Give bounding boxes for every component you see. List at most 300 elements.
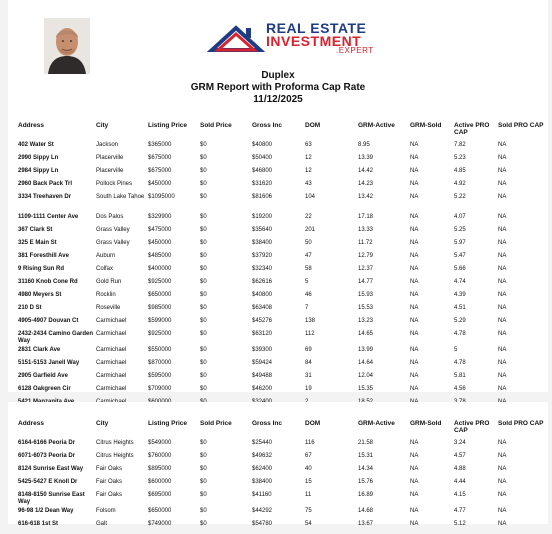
city-cell: Pollock Pines (96, 181, 133, 187)
grm-active-cell: 14.23 (358, 181, 374, 187)
grm-sold-cell: NA (410, 521, 419, 527)
grm-table-page-1 (18, 122, 546, 425)
grm-active-cell: 13.33 (358, 227, 374, 233)
sold-pro-cap-cell: NA (498, 440, 507, 446)
gross-income-cell: $39300 (252, 347, 273, 353)
table-row (18, 331, 546, 347)
grm-sold-cell: NA (410, 155, 419, 161)
gross-income-cell: $41160 (252, 492, 272, 498)
dom-cell: 58 (305, 266, 312, 272)
logo-text-line3: .EXPERT (336, 46, 374, 55)
active-pro-cap-cell: 5.12 (454, 521, 466, 527)
listing-price-cell: $925000 (148, 331, 172, 337)
table-row (18, 508, 546, 521)
gross-income-cell: $35640 (252, 227, 273, 233)
grm-sold-cell: NA (410, 168, 419, 174)
listing-price-cell: $400000 (148, 266, 172, 272)
sold-pro-cap-cell: NA (498, 240, 507, 246)
grm-sold-cell: NA (410, 440, 419, 446)
city-cell: Gold Run (96, 279, 122, 285)
grm-active-cell: 16.89 (358, 492, 374, 498)
sold-price-cell: $0 (200, 360, 207, 366)
grm-active-cell: 12.37 (358, 266, 374, 272)
column-header: GRM-Active (358, 122, 395, 129)
logo-text-line1: REAL ESTATE (266, 20, 367, 36)
gross-income-cell: $32340 (252, 266, 273, 272)
table-row (18, 318, 546, 331)
sold-pro-cap-cell: NA (498, 227, 507, 233)
sold-price-cell: $0 (200, 168, 207, 174)
grm-sold-cell: NA (410, 508, 419, 514)
active-pro-cap-cell: 4.78 (454, 360, 466, 366)
city-cell: Carmichael (96, 331, 127, 337)
grm-active-cell: 13.99 (358, 347, 374, 353)
dom-cell: 40 (305, 466, 312, 472)
listing-price-cell: $695000 (148, 492, 172, 498)
table-row (18, 181, 546, 194)
grm-active-cell: 14.65 (358, 331, 374, 337)
agent-photo (44, 18, 90, 74)
dom-cell: 46 (305, 292, 312, 298)
column-header: Address (18, 122, 45, 129)
listing-price-cell: $709000 (148, 386, 172, 392)
gross-income-cell: $46200 (252, 386, 273, 392)
address-cell: 210 D St (18, 305, 42, 311)
city-cell: Carmichael (96, 386, 127, 392)
column-header: Address (18, 420, 45, 427)
sold-price-cell: $0 (200, 155, 207, 161)
gross-income-cell: $44292 (252, 508, 273, 514)
grm-active-cell: 14.64 (358, 360, 374, 366)
dom-cell: 47 (305, 253, 312, 259)
grm-active-cell: 17.18 (358, 214, 374, 220)
grm-active-cell: 14.77 (358, 279, 374, 285)
gross-income-cell: $62616 (252, 279, 273, 285)
address-cell: 2831 Clark Ave (18, 347, 61, 353)
column-header: GRM-Sold (410, 122, 442, 129)
address-cell: 325 E Main St (18, 240, 57, 246)
active-pro-cap-cell: 5.66 (454, 266, 466, 272)
report-page-2 (8, 402, 548, 527)
grm-active-cell: 21.58 (358, 440, 374, 446)
gross-income-cell: $37920 (252, 253, 273, 259)
listing-price-cell: $895000 (148, 466, 172, 472)
address-cell: 402 Water St (18, 142, 54, 148)
gross-income-cell: $38400 (252, 240, 273, 246)
grm-sold-cell: NA (410, 373, 419, 379)
sold-price-cell: $0 (200, 305, 207, 311)
listing-price-cell: $675000 (148, 168, 172, 174)
dom-cell: 75 (305, 508, 312, 514)
column-header: Sold PRO CAP (498, 420, 544, 427)
column-header: Gross Inc (252, 122, 282, 129)
address-cell: 2960 Back Pack Trl (18, 181, 73, 187)
address-cell: 8124 Sunrise East Way (18, 466, 84, 472)
sold-pro-cap-cell: NA (498, 479, 507, 485)
listing-price-cell: $599000 (148, 318, 172, 324)
gross-income-cell: $50400 (252, 155, 273, 161)
listing-price-cell: $485000 (148, 253, 172, 259)
grm-sold-cell: NA (410, 453, 419, 459)
table-row (18, 492, 546, 508)
sold-pro-cap-cell: NA (498, 305, 507, 311)
city-cell: Grass Valley (96, 240, 130, 246)
grm-sold-cell: NA (410, 253, 419, 259)
table-row (18, 440, 546, 453)
address-cell: 2990 Sippy Ln (18, 155, 59, 161)
sold-pro-cap-cell: NA (498, 331, 507, 337)
gross-income-cell: $40800 (252, 142, 273, 148)
sold-price-cell: $0 (200, 466, 207, 472)
sold-price-cell: $0 (200, 318, 207, 324)
active-pro-cap-cell: 5.23 (454, 155, 466, 161)
city-cell: Dos Palos (96, 214, 124, 220)
sold-price-cell: $0 (200, 479, 207, 485)
table-row (18, 292, 546, 305)
address-cell: 6164-6166 Peoria Dr (18, 440, 76, 446)
sold-price-cell: $0 (200, 347, 207, 353)
sold-price-cell: $0 (200, 227, 207, 233)
grm-active-cell: 14.34 (358, 466, 374, 472)
city-cell: Rocklin (96, 292, 116, 298)
grm-sold-cell: NA (410, 479, 419, 485)
grm-sold-cell: NA (410, 318, 419, 324)
grm-active-cell: 15.93 (358, 292, 374, 298)
dom-cell: 19 (305, 386, 312, 392)
dom-cell: 11 (305, 492, 312, 498)
company-logo (208, 20, 408, 56)
grm-sold-cell: NA (410, 194, 419, 200)
sold-pro-cap-cell: NA (498, 373, 507, 379)
property-type: Duplex (261, 70, 295, 81)
dom-cell: 5 (305, 279, 309, 285)
city-cell: Placerville (96, 168, 124, 174)
city-cell: Grass Valley (96, 227, 130, 233)
grm-sold-cell: NA (410, 466, 419, 472)
dom-cell: 84 (305, 360, 312, 366)
sold-price-cell: $0 (200, 508, 207, 514)
sold-pro-cap-cell: NA (498, 279, 507, 285)
active-pro-cap-cell: 5.97 (454, 240, 466, 246)
dom-cell: 104 (305, 194, 316, 200)
grm-sold-cell: NA (410, 386, 419, 392)
active-pro-cap-cell: 5.25 (454, 227, 466, 233)
active-pro-cap-cell: 5 (454, 347, 458, 353)
listing-price-cell: $870000 (148, 360, 172, 366)
sold-pro-cap-cell: NA (498, 292, 507, 298)
table-row (18, 227, 546, 240)
sold-pro-cap-cell: NA (498, 194, 507, 200)
sold-pro-cap-cell: NA (498, 453, 507, 459)
sold-pro-cap-cell: NA (498, 521, 507, 527)
table-row (18, 373, 546, 386)
gross-income-cell: $40800 (252, 292, 273, 298)
dom-cell: 12 (305, 168, 312, 174)
address-cell: 3334 Treehaven Dr (18, 194, 72, 200)
grm-active-cell: 13.67 (358, 521, 374, 527)
address-cell: 4980 Meyers St (18, 292, 62, 298)
table-row (18, 386, 546, 399)
listing-price-cell: $650000 (148, 508, 172, 514)
sold-pro-cap-cell: NA (498, 253, 507, 259)
column-header: Active PRO CAP (454, 122, 490, 136)
city-cell: Roseville (96, 305, 121, 311)
listing-price-cell: $749000 (148, 521, 172, 527)
sold-price-cell: $0 (200, 373, 207, 379)
gross-income-cell: $49632 (252, 453, 273, 459)
sold-price-cell: $0 (200, 194, 207, 200)
grm-active-cell: 8.95 (358, 142, 370, 148)
column-header: Gross Inc (252, 420, 282, 427)
dom-cell: 201 (305, 227, 316, 233)
table-row (18, 360, 546, 373)
city-cell: Citrus Heights (96, 453, 134, 459)
sold-price-cell: $0 (200, 142, 207, 148)
city-cell: Fair Oaks (96, 466, 123, 472)
table-row (18, 253, 546, 266)
grm-active-cell: 11.72 (358, 240, 373, 246)
table-row (18, 210, 546, 227)
city-cell: Carmichael (96, 360, 127, 366)
sold-pro-cap-cell: NA (498, 181, 507, 187)
column-header: Listing Price (148, 122, 188, 129)
grm-sold-cell: NA (410, 305, 419, 311)
active-pro-cap-cell: 7.82 (454, 142, 466, 148)
gross-income-cell: $49488 (252, 373, 273, 379)
column-header: Sold Price (200, 122, 232, 129)
report-date: 11/12/2025 (253, 94, 303, 105)
table-row (18, 347, 546, 360)
column-header: DOM (305, 420, 321, 427)
gross-income-cell: $63120 (252, 331, 273, 337)
listing-price-cell: $329900 (148, 214, 172, 220)
sold-pro-cap-cell: NA (498, 266, 507, 272)
active-pro-cap-cell: 4.74 (454, 279, 466, 285)
address-cell: 4905-4907 Douvan Ct (18, 318, 79, 324)
table-row (18, 453, 546, 466)
grm-active-cell: 14.68 (358, 508, 374, 514)
address-cell: 31160 Knob Cone Rd (18, 279, 78, 285)
sold-price-cell: $0 (200, 240, 207, 246)
gross-income-cell: $31620 (252, 181, 273, 187)
listing-price-cell: $450000 (148, 181, 172, 187)
table-row (18, 194, 546, 210)
grm-sold-cell: NA (410, 292, 419, 298)
dom-cell: 63 (305, 142, 312, 148)
report-page-1 (8, 0, 548, 392)
dom-cell: 67 (305, 453, 312, 459)
grm-sold-cell: NA (410, 266, 419, 272)
city-cell: Carmichael (96, 318, 127, 324)
grm-sold-cell: NA (410, 227, 419, 233)
sold-price-cell: $0 (200, 440, 207, 446)
gross-income-cell: $62400 (252, 466, 273, 472)
address-cell: 6128 Oakgreen Cir (18, 386, 71, 392)
dom-cell: 12 (305, 155, 312, 161)
active-pro-cap-cell: 4.56 (454, 386, 466, 392)
city-cell: Folsom (96, 508, 116, 514)
active-pro-cap-cell: 5.29 (454, 318, 466, 324)
active-pro-cap-cell: 4.07 (454, 214, 466, 220)
city-cell: Galt (96, 521, 108, 527)
sold-price-cell: $0 (200, 181, 207, 187)
table-row (18, 168, 546, 181)
sold-pro-cap-cell: NA (498, 466, 507, 472)
sold-pro-cap-cell: NA (498, 142, 507, 148)
active-pro-cap-cell: 4.39 (454, 292, 466, 298)
report-header (8, 70, 548, 106)
dom-cell: 31 (305, 373, 312, 379)
city-cell: Colfax (96, 266, 114, 272)
address-cell: 2905 Garfield Ave (18, 373, 68, 379)
address-cell: 5151-5153 Janell Way (18, 360, 80, 366)
sold-pro-cap-cell: NA (498, 347, 507, 353)
sold-price-cell: $0 (200, 214, 207, 220)
sold-price-cell: $0 (200, 453, 207, 459)
city-cell: Fair Oaks (96, 492, 123, 498)
sold-price-cell: $0 (200, 292, 207, 298)
column-header: Active PRO CAP (454, 420, 490, 434)
active-pro-cap-cell: 4.57 (454, 453, 466, 459)
address-cell: 381 Foresthill Ave (18, 253, 69, 259)
grm-active-cell: 12.04 (358, 373, 374, 379)
gross-income-cell: $25440 (252, 440, 273, 446)
address-cell: 2432-2434 Camino Garden Way (18, 331, 94, 344)
grm-sold-cell: NA (410, 360, 419, 366)
house-logo-icon (208, 20, 264, 54)
city-cell: Fair Oaks (96, 479, 123, 485)
city-cell: Placerville (96, 155, 124, 161)
sold-price-cell: $0 (200, 266, 207, 272)
gross-income-cell: $45276 (252, 318, 273, 324)
sold-price-cell: $0 (200, 331, 207, 337)
grm-sold-cell: NA (410, 492, 419, 498)
sold-price-cell: $0 (200, 492, 207, 498)
active-pro-cap-cell: 5.81 (454, 373, 466, 379)
grm-sold-cell: NA (410, 240, 419, 246)
address-cell: 9 Rising Sun Rd (18, 266, 65, 272)
address-cell: 616-618 1st St (18, 521, 59, 527)
grm-sold-cell: NA (410, 214, 419, 220)
column-header: Sold Price (200, 420, 232, 427)
listing-price-cell: $549000 (148, 440, 172, 446)
table-row (18, 466, 546, 479)
grm-sold-cell: NA (410, 347, 419, 353)
table-row (18, 142, 546, 155)
grm-active-cell: 15.31 (358, 453, 374, 459)
address-cell: 6071-6073 Peoria Dr (18, 453, 76, 459)
city-cell: Carmichael (96, 347, 127, 353)
sold-pro-cap-cell: NA (498, 508, 507, 514)
city-cell: Citrus Heights (96, 440, 134, 446)
listing-price-cell: $595000 (148, 373, 172, 379)
grm-active-cell: 13.39 (358, 155, 374, 161)
active-pro-cap-cell: 4.51 (454, 305, 466, 311)
column-header: Sold PRO CAP (498, 122, 544, 129)
table-row (18, 521, 546, 534)
column-header: DOM (305, 122, 321, 129)
listing-price-cell: $675000 (148, 155, 172, 161)
table-row (18, 240, 546, 253)
listing-price-cell: $1095000 (148, 194, 175, 200)
gross-income-cell: $81606 (252, 194, 273, 200)
address-cell: 2984 Sippy Ln (18, 168, 59, 174)
table-header-row (18, 420, 546, 440)
city-cell: Carmichael (96, 373, 127, 379)
gross-income-cell: $19200 (252, 214, 273, 220)
grm-active-cell: 14.42 (358, 168, 374, 174)
grm-active-cell: 13.23 (358, 318, 374, 324)
listing-price-cell: $475000 (148, 227, 172, 233)
grm-sold-cell: NA (410, 181, 419, 187)
table-header-row (18, 122, 546, 142)
grm-active-cell: 15.53 (358, 305, 374, 311)
dom-cell: 43 (305, 181, 312, 187)
address-cell: 96-98 1/2 Dean Way (18, 508, 74, 514)
table-row (18, 279, 546, 292)
logo-text-line2: INVESTMENT (266, 33, 362, 49)
active-pro-cap-cell: 4.88 (454, 466, 466, 472)
listing-price-cell: $985000 (148, 305, 172, 311)
dom-cell: 112 (305, 331, 315, 337)
city-cell: South Lake Tahoe (96, 194, 145, 200)
sold-pro-cap-cell: NA (498, 360, 507, 366)
column-header: GRM-Active (358, 420, 395, 427)
dom-cell: 54 (305, 521, 312, 527)
dom-cell: 69 (305, 347, 312, 353)
sold-pro-cap-cell: NA (498, 318, 507, 324)
listing-price-cell: $760000 (148, 453, 172, 459)
grm-active-cell: 15.35 (358, 386, 374, 392)
active-pro-cap-cell: 4.92 (454, 181, 466, 187)
gross-income-cell: $38400 (252, 479, 273, 485)
dom-cell: 50 (305, 240, 312, 246)
address-cell: 1109-1111 Center Ave (18, 214, 79, 220)
dom-cell: 7 (305, 305, 309, 311)
gross-income-cell: $54780 (252, 521, 273, 527)
dom-cell: 138 (305, 318, 316, 324)
city-cell: Jackson (96, 142, 119, 148)
sold-price-cell: $0 (200, 386, 207, 392)
table-row (18, 305, 546, 318)
grm-sold-cell: NA (410, 331, 419, 337)
active-pro-cap-cell: 5.22 (454, 194, 466, 200)
gross-income-cell: $59424 (252, 360, 273, 366)
table-row (18, 479, 546, 492)
active-pro-cap-cell: 4.78 (454, 331, 466, 337)
sold-price-cell: $0 (200, 279, 207, 285)
active-pro-cap-cell: 3.24 (454, 440, 466, 446)
listing-price-cell: $450000 (148, 240, 172, 246)
address-cell: 8148-8150 Sunrise East Way (18, 492, 85, 505)
gross-income-cell: $63408 (252, 305, 273, 311)
dom-cell: 15 (305, 479, 312, 485)
address-cell: 5425-5427 E Knoll Dr (18, 479, 78, 485)
column-header: City (96, 420, 109, 427)
grm-active-cell: 13.42 (358, 194, 374, 200)
grm-active-cell: 12.79 (358, 253, 374, 259)
grm-sold-cell: NA (410, 279, 419, 285)
sold-pro-cap-cell: NA (498, 155, 507, 161)
active-pro-cap-cell: 5.47 (454, 253, 466, 259)
listing-price-cell: $550000 (148, 347, 172, 353)
sold-pro-cap-cell: NA (498, 492, 507, 498)
active-pro-cap-cell: 4.77 (454, 508, 466, 514)
address-cell: 367 Clark St (18, 227, 53, 233)
city-cell: Auburn (96, 253, 116, 259)
grm-active-cell: 15.76 (358, 479, 374, 485)
sold-pro-cap-cell: NA (498, 214, 507, 220)
